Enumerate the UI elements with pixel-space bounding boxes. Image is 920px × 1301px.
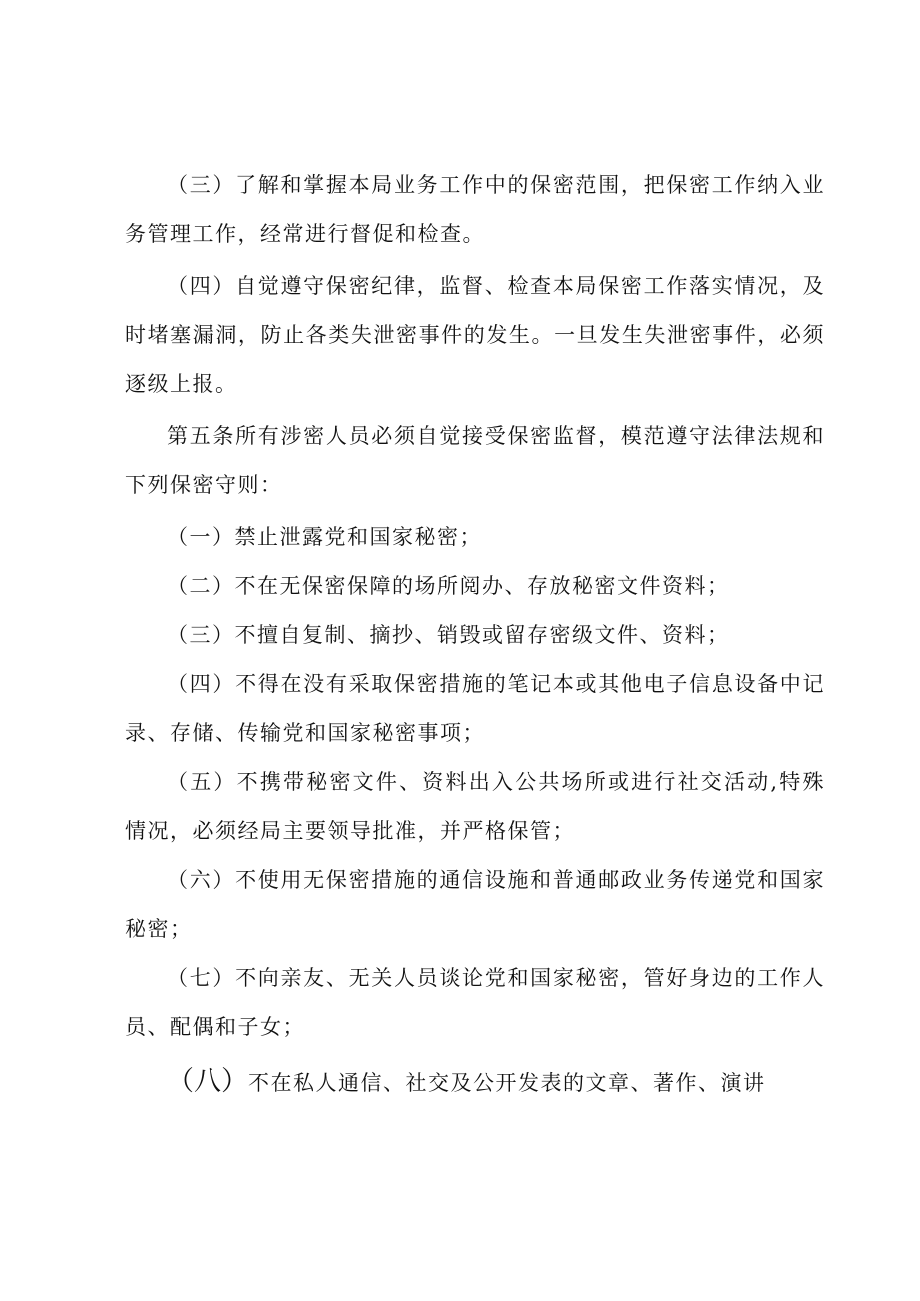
paragraph-7: （四）不得在没有采取保密措施的笔记本或其他电子信息设备中记录、存储、传输党和国家秘密事项；	[125, 672, 825, 745]
paragraph-9: （六）不使用无保密措施的通信设施和普通邮政业务传递党和国家秘密；	[125, 868, 825, 941]
paragraph-8: （五）不携带秘密文件、资料出入公共场所或进行社交活动,特殊情况，必须经局主要领导批准，并严格保管；	[125, 770, 825, 843]
paragraph-2: （四）自觉遵守保密纪律，监督、检查本局保密工作落实情况，及时堵塞漏洞，防止各类失泄密事件的发生。一旦发生失泄密事件，必须逐级上报。	[125, 274, 825, 396]
paragraph-5: （二）不在无保密保障的场所阅办、存放秘密文件资料；	[167, 574, 730, 598]
paragraph-3-article-5: 第五条所有涉密人员必须自觉接受保密监督，模范遵守法律法规和下列保密守则：	[125, 424, 825, 497]
paragraph-6: （三）不擅自复制、摘抄、销毁或留存密级文件、资料；	[167, 623, 730, 647]
paragraph-4: （一）禁止泄露党和国家秘密；	[167, 525, 482, 549]
document-body	[125, 161, 825, 1108]
paragraph-11-text: 不在私人通信、社交及公开发表的文章、著作、演讲	[248, 1071, 766, 1095]
paragraph-10: （七）不向亲友、无关人员谈论党和国家秘密，管好身边的工作人员、配偶和子女；	[125, 966, 825, 1039]
paragraph-11	[125, 1057, 825, 1108]
list-marker: （八）	[167, 1066, 248, 1097]
paragraph-1: （三）了解和掌握本局业务工作中的保密范围，把保密工作纳入业务管理工作，经常进行督促和检查。	[125, 173, 825, 246]
